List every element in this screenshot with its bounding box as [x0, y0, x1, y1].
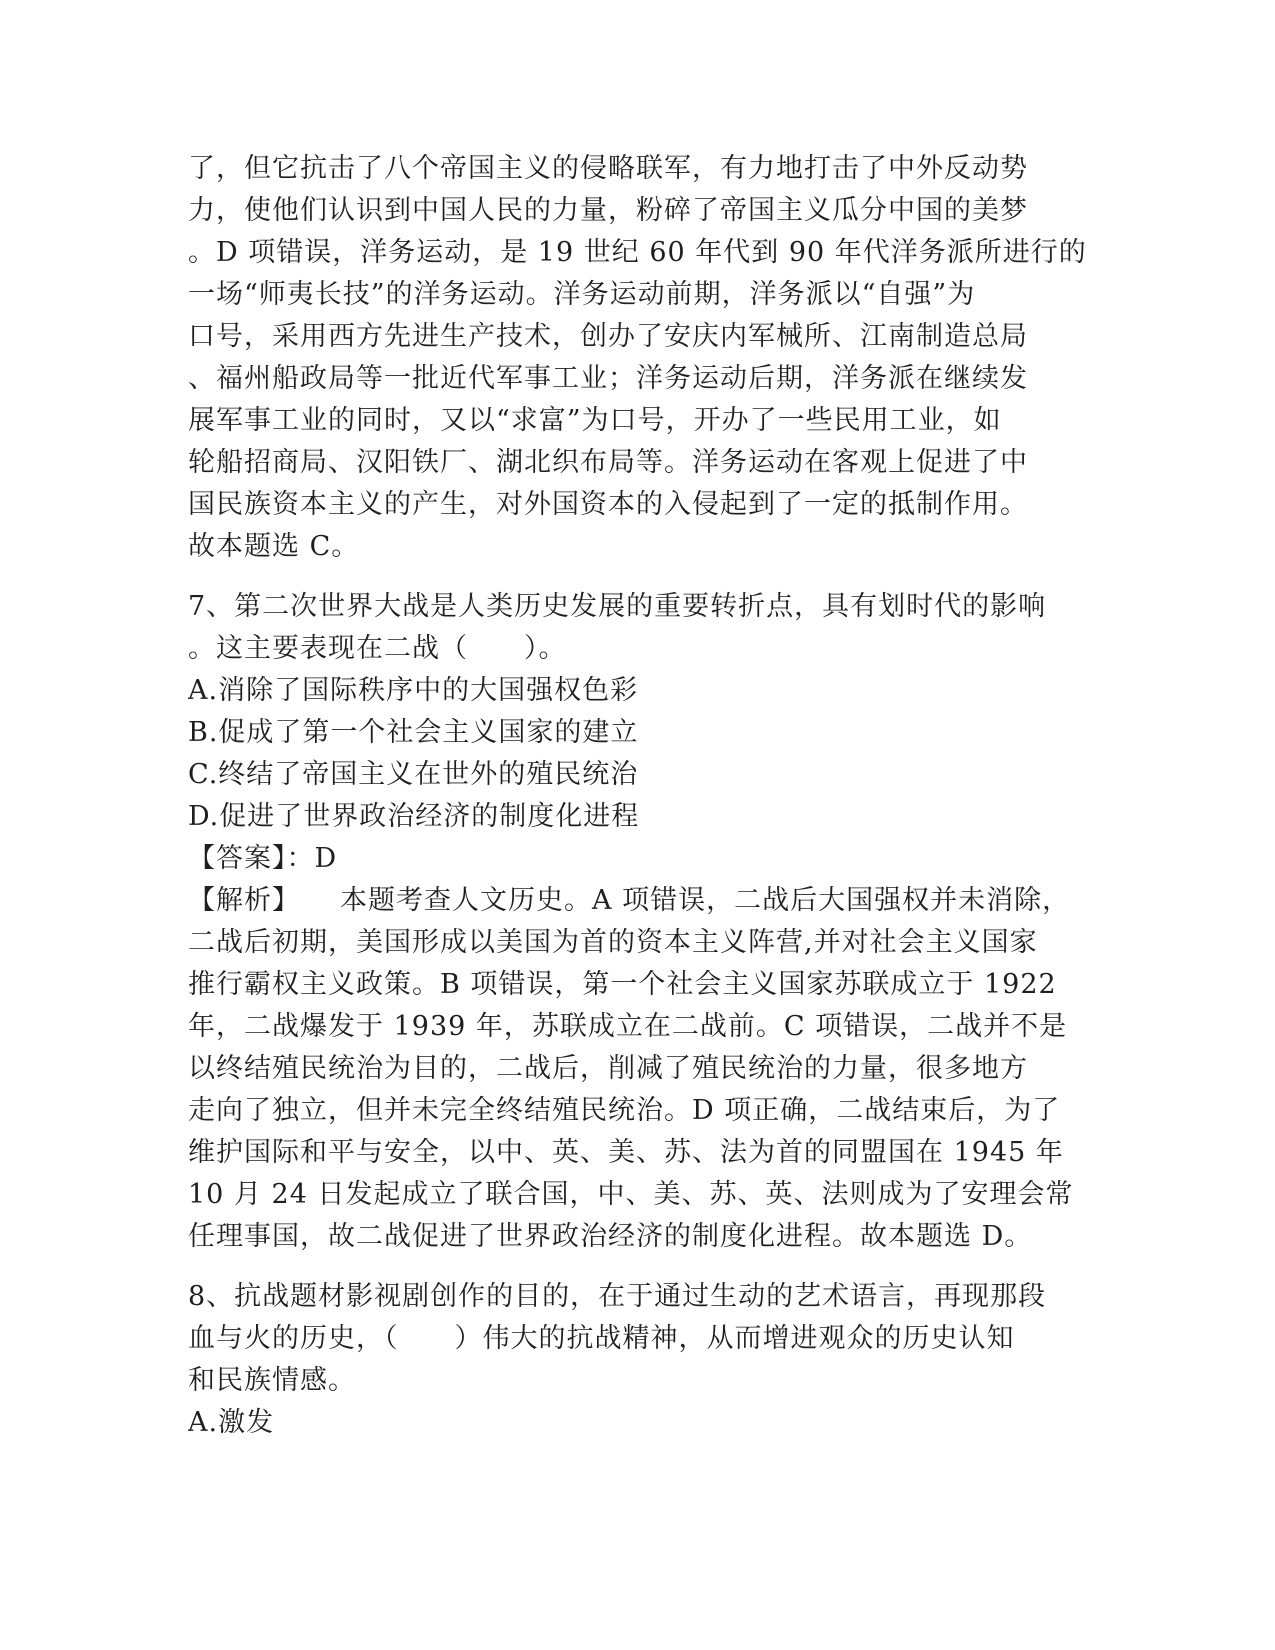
- document-content: [188, 148, 1088, 1444]
- question-stem-line: 和民族情感。: [188, 1365, 356, 1396]
- analysis-line: 二战后初期，美国形成以美国为首的资本主义阵营,并对社会主义国家: [188, 927, 1038, 958]
- analysis-line: 维护国际和平与安全，以中、英、美、苏、法为首的同盟国在 1945 年: [188, 1137, 1064, 1168]
- question-8: [188, 1276, 1088, 1444]
- option-c: C.终结了帝国主义在世外的殖民统治: [188, 759, 639, 790]
- spacer: [188, 1258, 1088, 1276]
- paragraph-line: 了，但它抗击了八个帝国主义的侵略联军，有力地打击了中外反动势: [188, 153, 1028, 184]
- analysis-line: 推行霸权主义政策。B 项错误，第一个社会主义国家苏联成立于 1922: [188, 969, 1057, 1000]
- paragraph-line: 展军事工业的同时，又以“求富”为口号，开办了一些民用工业，如: [188, 405, 1002, 436]
- paragraph-line: 轮船招商局、汉阳铁厂、湖北织布局等。洋务运动在客观上促进了中: [188, 447, 1028, 478]
- question-7: [188, 586, 1088, 1258]
- paragraph-line: 一场“师夷长技”的洋务运动。洋务运动前期，洋务派以“自强”为: [188, 279, 976, 310]
- analysis-line: 年，二战爆发于 1939 年，苏联成立在二战前。C 项错误，二战并不是: [188, 1011, 1068, 1042]
- answer-line: [188, 838, 1088, 880]
- question-stem-line: 8、抗战题材影视剧创作的目的，在于通过生动的艺术语言，再现那段: [188, 1281, 1047, 1312]
- option-b: B.促成了第一个社会主义国家的建立: [188, 717, 639, 748]
- paragraph-line: 。D 项错误，洋务运动，是 19 世纪 60 年代到 90 年代洋务派所进行的: [188, 237, 1087, 268]
- analysis-line: 以终结殖民统治为目的，二战后，削减了殖民统治的力量，很多地方: [188, 1053, 1028, 1084]
- paragraph-line: 国民族资本主义的产生，对外国资本的入侵起到了一定的抵制作用。: [188, 489, 1028, 520]
- option-a: A.消除了国际秩序中的大国强权色彩: [188, 675, 639, 706]
- option-a: A.激发: [188, 1407, 275, 1438]
- analysis-line: 任理事国，故二战促进了世界政治经济的制度化进程。故本题选 D。: [188, 1221, 1033, 1252]
- question-stem-line: 血与火的历史，（ ）伟大的抗战精神，从而增进观众的历史认知: [188, 1323, 1015, 1354]
- paragraph-line: 口号，采用西方先进生产技术，创办了安庆内军械所、江南制造总局: [188, 321, 1028, 352]
- analysis-line: 走向了独立，但并未完全终结殖民统治。D 项正确，二战结束后，为了: [188, 1095, 1061, 1126]
- previous-explanation: [188, 148, 1088, 568]
- paragraph-line: 力，使他们认识到中国人民的力量，粉碎了帝国主义瓜分中国的美梦: [188, 195, 1028, 226]
- spacer: [188, 568, 1088, 586]
- answer-label: 【答案】: [188, 843, 287, 874]
- answer-value: ：D: [286, 843, 338, 874]
- analysis-text: 本题考查人文历史。A 项错误，二战后大国强权并未消除，: [340, 885, 1071, 916]
- question-stem-line: 。这主要表现在二战（ ）。: [188, 633, 567, 664]
- analysis-line: 10 月 24 日发起成立了联合国，中、美、苏、英、法则成为了安理会常: [188, 1179, 1074, 1210]
- analysis-label: 【解析】: [188, 885, 300, 916]
- paragraph-line: 、福州船政局等一批近代军事工业；洋务运动后期，洋务派在继续发: [188, 363, 1028, 394]
- paragraph-line: 故本题选 C。: [188, 531, 360, 562]
- analysis-line: [188, 880, 1088, 922]
- question-stem-line: 7、第二次世界大战是人类历史发展的重要转折点，具有划时代的影响: [188, 591, 1047, 622]
- option-d: D.促进了世界政治经济的制度化进程: [188, 801, 640, 832]
